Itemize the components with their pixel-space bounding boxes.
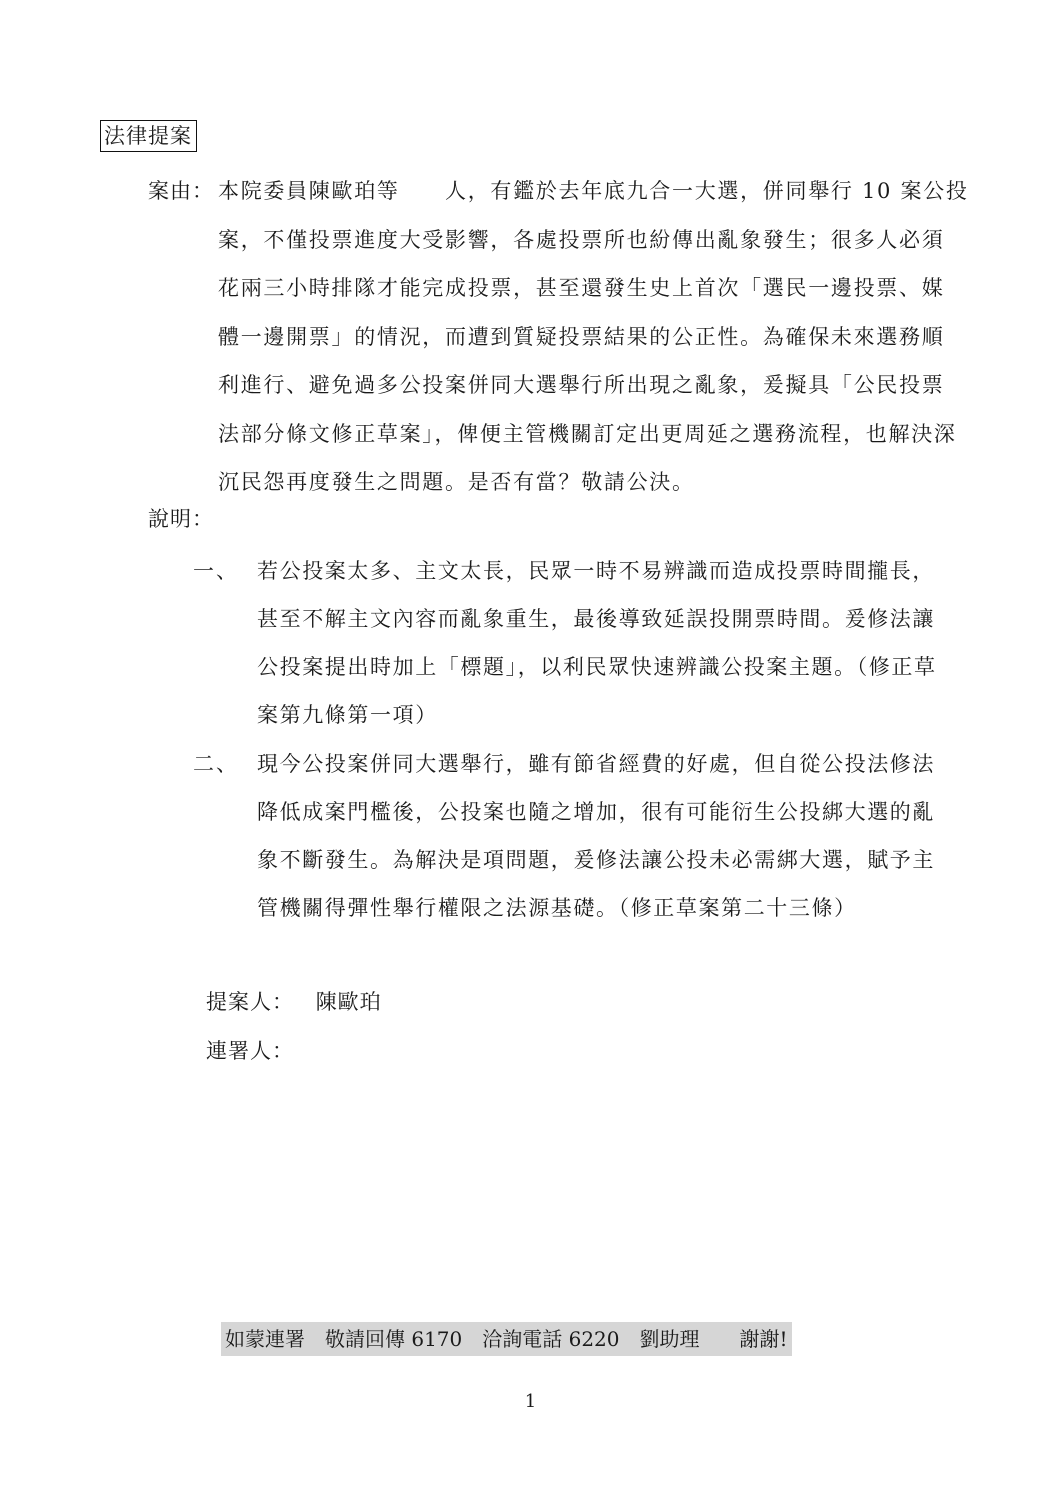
proposer-name: 陳歐珀 xyxy=(315,990,382,1014)
explanation-item-number: 二、 xyxy=(193,752,239,776)
explanation-item-line: 甚至不解主文內容而亂象重生，最後導致延誤投開票時間。爰修法讓 xyxy=(257,607,935,631)
explanation-item-line: 案第九條第一項） xyxy=(257,703,438,727)
explanation-item-number: 一、 xyxy=(193,559,239,583)
motion-line: 本院委員陳歐珀等 人，有鑑於去年底九合一大選，併同舉行 10 案公投 xyxy=(218,179,969,203)
proposer-label: 提案人： xyxy=(206,990,294,1014)
motion-line: 花兩三小時排隊才能完成投票，甚至還發生史上首次「選民一邊投票、媒 xyxy=(218,276,945,300)
page-number: 1 xyxy=(524,1391,537,1412)
cosigner-label: 連署人： xyxy=(206,1039,294,1063)
cosign-request-note: 如蒙連署 敬請回傳 6170 洽詢電話 6220 劉助理 謝謝! xyxy=(221,1322,792,1356)
motion-line: 沉民怨再度發生之問題。是否有當？敬請公決。 xyxy=(218,470,695,494)
motion-label: 案由： xyxy=(148,179,214,203)
doc-type-label: 法律提案 xyxy=(100,120,197,152)
explanation-item-line: 管機關得彈性舉行權限之法源基礎。（修正草案第二十三條） xyxy=(257,896,857,920)
proposer-row xyxy=(206,987,382,1017)
explanation-item-line: 若公投案太多、主文太長，民眾一時不易辨識而造成投票時間攏長， xyxy=(257,559,935,583)
explanation-label: 說明： xyxy=(148,507,214,531)
explanation-item-line: 降低成案門檻後，公投案也隨之增加，很有可能衍生公投綁大選的亂 xyxy=(257,800,935,824)
motion-line: 體一邊開票」的情況，而遭到質疑投票結果的公正性。為確保未來選務順 xyxy=(218,324,945,349)
explanation-item-line: 公投案提出時加上「標題」，以利民眾快速辨識公投案主題。（修正草 xyxy=(257,655,937,679)
explanation-item-line: 現今公投案併同大選舉行，雖有節省經費的好處，但自從公投法修法 xyxy=(257,752,935,776)
explanation-item-line: 象不斷發生。為解決是項問題，爰修法讓公投未必需綁大選，賦予主 xyxy=(257,848,935,872)
motion-line: 案，不僅投票進度大受影響，各處投票所也紛傳出亂象發生；很多人必須 xyxy=(218,227,945,252)
motion-line: 法部分條文修正草案」，俾便主管機關訂定出更周延之選務流程，也解決深 xyxy=(218,421,957,446)
motion-line: 利進行、避免過多公投案併同大選舉行所出現之亂象，爰擬具「公民投票 xyxy=(218,373,945,397)
